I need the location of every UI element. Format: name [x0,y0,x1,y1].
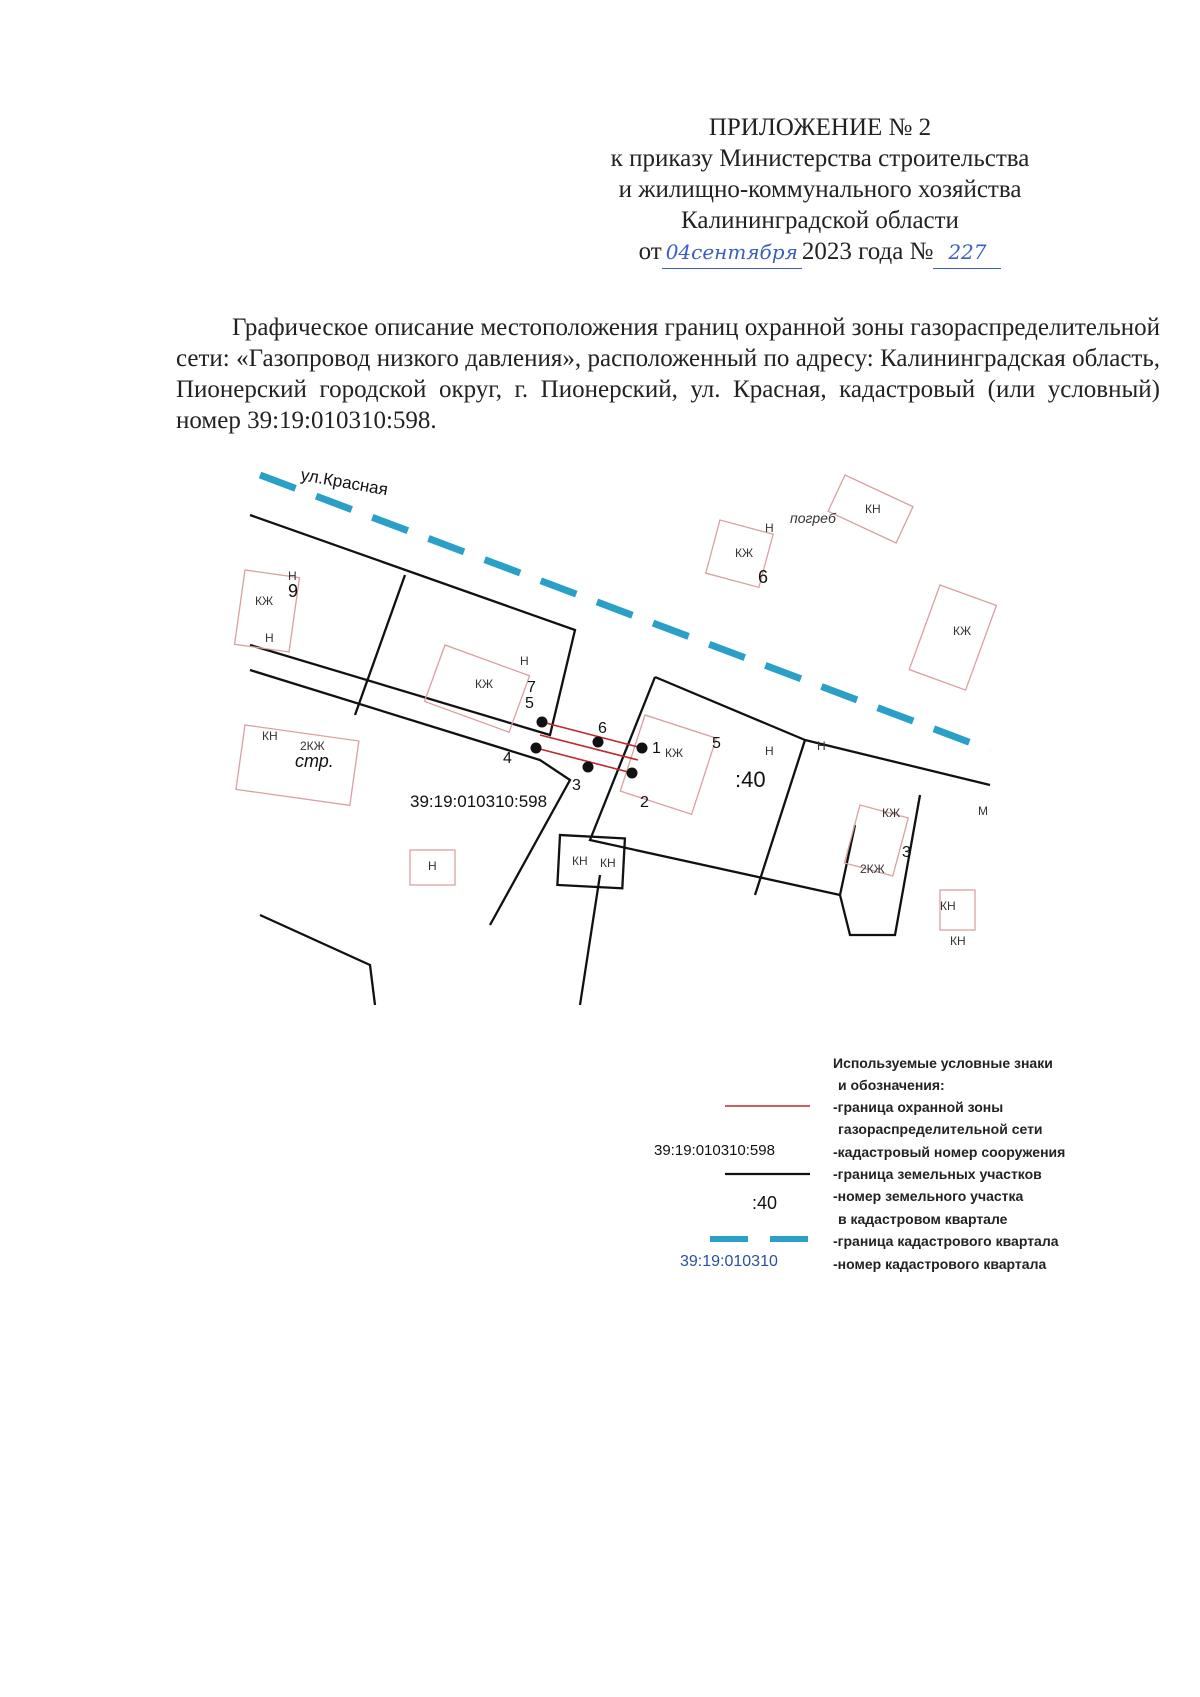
building-label: КН [600,856,616,870]
building-label: КН [865,502,881,516]
building-label: 2 [640,794,649,811]
legend-item-label: в кадастровом квартале [838,1211,1008,1227]
appendix-line-2: к приказу Министерства строительства [610,145,1030,172]
building-label: 6 [758,567,769,587]
legend-item-label: -граница охранной зоны [833,1099,1004,1115]
building-label: Н [817,739,826,753]
structure-cadastral-number: 39:19:010310:598 [410,792,548,811]
appendix-date-line [560,236,1080,269]
zone-vertex [583,762,594,773]
building-label: Н [428,859,437,873]
legend-item-label: -граница кадастрового квартала [833,1233,1059,1249]
legend-item-label: -номер кадастрового квартала [833,1256,1047,1272]
building-label: КН [940,899,956,913]
zone-vertex [537,717,548,728]
plot-boundary [805,740,990,785]
description-paragraph [176,312,1160,436]
zone-boundary-line [540,735,638,760]
plot-boundary [260,915,375,1005]
building-label: КЖ [735,546,754,560]
legend-item-label: -граница земельных участков [833,1166,1042,1182]
street-label: ул.Красная [299,465,390,500]
appendix-line-3: и жилищно-коммунального хозяйства [618,176,1022,203]
building-label: М [978,804,988,818]
legend-quarter-boundary-symbol [710,1235,820,1243]
zone-vertex [637,743,648,754]
zone-vertex [593,737,604,748]
building-label: Н [520,654,529,668]
building-label: погреб [790,510,836,526]
quarter-boundary-line [260,475,990,750]
date-year: 2023 года № [801,238,934,265]
building-label: 1 [652,740,661,757]
building-label: Н [765,744,774,758]
plot-boundary [655,677,805,895]
legend-title: Используемые условные знаки [833,1055,1053,1071]
building-label: 4 [503,750,512,767]
legend-structure-symbol: 39:19:010310:598 [654,1142,775,1159]
plot-boundary [580,875,600,1005]
cadastral-map [255,465,1000,1005]
building-label: КЖ [255,594,274,608]
legend-quarter-number-symbol: 39:19:010310 [680,1253,778,1270]
building-label: 2КЖ [300,739,325,753]
building-label: КЖ [882,806,901,820]
building-label: 3 [572,777,581,794]
building-label: 9 [288,581,299,601]
zone-vertex [627,768,638,779]
building-label: Н [288,569,297,583]
legend-zone-symbol [725,1103,810,1109]
zone-boundary-line [542,722,642,748]
building-label: КЖ [665,746,684,760]
building-label: 7 [527,679,536,696]
legend-item-label: газораспределительной сети [838,1121,1043,1137]
building-label: КЖ [475,677,494,691]
building-label: 3 [902,844,911,861]
building-label: КН [950,934,966,948]
plot-number-label: :40 [735,767,766,792]
building-label: 6 [598,720,607,737]
plot-boundary [355,575,405,715]
building-label: стр. [295,751,334,771]
building-label: Н [765,521,774,535]
building-label: Н [265,631,274,645]
legend-subtitle: и обозначения: [838,1077,945,1093]
handwritten-number: 227 [933,237,1001,269]
legend-plot-boundary-symbol [725,1171,810,1177]
building-label: 5 [525,695,534,712]
building-label: КН [262,729,278,743]
plot-boundary [590,677,840,895]
appendix-title: ПРИЛОЖЕНИЕ № 2 [708,114,932,141]
building-label: 5 [712,735,721,752]
building-label: КЖ [953,624,972,638]
date-prefix: от [638,238,662,265]
zone-vertex [531,743,542,754]
legend-item-label: -номер земельного участка [833,1188,1024,1204]
building-label: КН [572,854,588,868]
handwritten-date: 04сентября [662,237,802,269]
legend-plot-number-symbol: :40 [752,1193,778,1213]
plot-boundaries [250,515,990,1005]
building-label: 2КЖ [860,862,885,876]
legend-item-label: -кадастровый номер сооружения [833,1144,1066,1160]
appendix-header [560,112,1080,269]
appendix-line-4: Калининградской области [681,207,959,234]
description-text: Графическое описание местоположения границ охранной зоны газораспределительной сети: «Газопровод низкого давления», расположенный по адресу: Калининградская область, Пионерский городской округ, г. Пионерский, ул. Красная, кадастровый (или условный) номер 39:19:010310:598. [176,314,1161,434]
